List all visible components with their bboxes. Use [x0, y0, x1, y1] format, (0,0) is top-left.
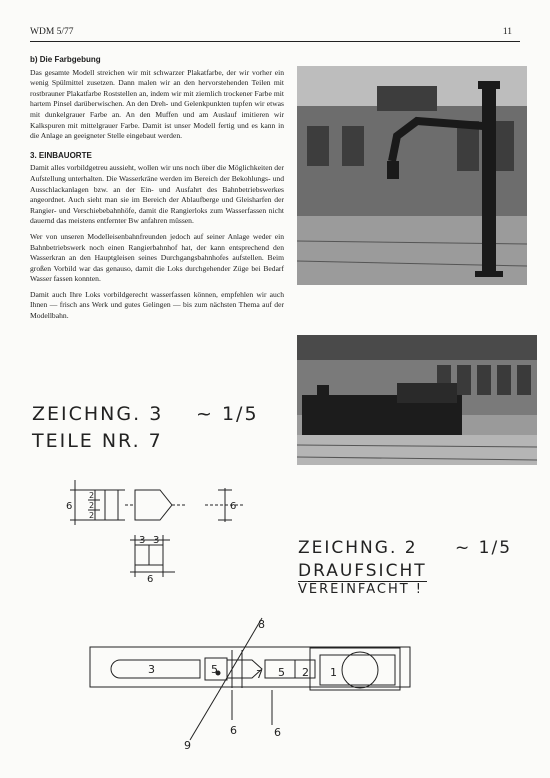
section-3-paragraph-1: Damit alles vorbildgetreu aussieht, wollen wir uns noch über die Möglichkeiten der Aufstellung unterhalten. Die Wasserkräne werden im Bereich der Bekohlungs- und Ausschlackanlagen bzw. an der Ein- und Ausfahrt des Bahnbetriebswerkes angeordnet. Auch sieht man sie im Bereich der Ablaufberge und Gleisharfen der Rangier- und Verschiebebahnhöfe, damit die Rangierloks zum Wasserfassen nicht dauernd das meistens entfernter Bw anfahren müssen. — [30, 163, 284, 226]
d2-label-6b: 6 — [274, 726, 281, 739]
drawing2-note: VEREINFACHT ! — [298, 582, 423, 597]
d2-label-9: 9 — [184, 739, 191, 752]
section-b-text: Das gesamte Modell streichen wir mit schwarzer Plakatfarbe, der wir vorher ein wenig Spülmittel zusetzen. Dann malen wir an den hervorstehenden Teilen mit rostbrauner Plakatfarbe Roststellen an, indem wir mit ziemlich trockener Farbe mit hartem Pinsel darüberwischen. An den Dreh- und Gelenkpunkten tupfen wir etwas mit dunkelgrauer Farbe an. An den Muffen und am Auslauf imitieren wir Kalkspuren mit mittelgrauer Farbe. Damit ist unser Modell fertig und es kann in die Anlage an geeigneter Stelle eingebaut werden. — [30, 67, 284, 141]
d3-dim-6-left: 6 — [66, 501, 73, 512]
d3-dim-2c: 2 — [89, 511, 95, 520]
d2-label-5b: 5 — [278, 666, 285, 679]
d2-label-3: 3 — [148, 663, 155, 676]
d2-label-1: 1 — [330, 666, 337, 679]
d3-part-block — [105, 490, 118, 520]
d3-dim-6-bottom: 6 — [147, 574, 154, 585]
d3-dim-2a: 2 — [89, 491, 95, 500]
section-3-paragraph-2: Wer von unseren Modelleisenbahnfreunden jedoch auf seiner Anlage weder ein Bahnbetriebswerk noch einen Rangierbahnhof hat, der kann entsprechend den Wasserkran an den Hauptgleisen seines Durchgangsbahnhofes aufstellen. Beim großen Vorbild war das genauso, damit die Loks durchgehender Züge bei Bedarf Wasser fassen konnten. — [30, 231, 284, 284]
drawing2-subtitle: DRAUFSICHT — [298, 561, 427, 581]
section-3-heading: 3. EINBAUORTE — [30, 150, 92, 160]
d3-dim-2b: 2 — [89, 501, 95, 510]
d2-label-2: 2 — [302, 666, 309, 679]
drawing2-scale: ~ 1/5 — [455, 538, 513, 558]
d2-outer-frame — [90, 647, 410, 687]
d3-dim-3a: 3 — [139, 535, 146, 546]
section-3-paragraph-3: Damit auch Ihre Loks vorbildgerecht wasserfassen können, empfehlen wir auch Ihnen — frisch ans Werk und gutes Gelingen — bis zum nächsten Thema auf der Modellbahn. — [30, 289, 284, 321]
d2-pipe-3 — [111, 660, 200, 678]
d2-tank-circle — [342, 652, 378, 688]
d2-label-7: 7 — [256, 668, 263, 681]
section-b-heading: b) Die Farbgebung — [30, 55, 101, 64]
header-page-number: 11 — [502, 27, 512, 37]
drawing3-subtitle: TEILE NR. 7 — [32, 430, 163, 452]
drawing3-scale: ~ 1/5 — [196, 403, 259, 425]
header-magazine-issue: WDM 5/77 — [30, 27, 74, 37]
d2-tank-frame — [310, 648, 400, 690]
d2-label-5a: 5 — [211, 663, 218, 676]
drawing3-title: ZEICHNG. 3 — [32, 403, 164, 425]
d2-leader-8-9 — [218, 618, 262, 693]
d3-part-profile — [135, 490, 172, 520]
d2-label-6a: 6 — [230, 724, 237, 737]
d3-dim-6-right: 6 — [230, 501, 237, 512]
drawing2-title: ZEICHNG. 2 — [298, 538, 418, 558]
d3-dim-3b: 3 — [153, 535, 160, 546]
d2-label-8: 8 — [258, 618, 265, 631]
